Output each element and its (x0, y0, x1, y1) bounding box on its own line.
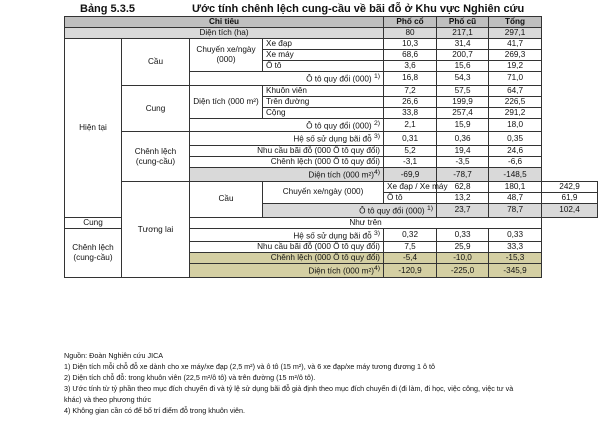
cell: 0,33 (489, 228, 542, 242)
cell: 62,8 (437, 181, 489, 192)
cell: -10,0 (437, 253, 489, 264)
cell: 2,1 (384, 118, 437, 132)
row-label: Nhu cầu bãi đỗ (000 Ô tô quy đổi) (190, 146, 384, 157)
footnote: khác) và theo phương thức (64, 395, 152, 404)
cell: 48,7 (489, 192, 542, 203)
cell: -3,5 (437, 157, 489, 168)
cell: 257,4 (437, 107, 489, 118)
cell: 19,4 (437, 146, 489, 157)
cell: -69,9 (384, 168, 437, 182)
cell: 31,4 (437, 39, 489, 50)
cell: 7,2 (384, 85, 437, 96)
cell: 0,36 (437, 132, 489, 146)
cell: -120,9 (384, 264, 437, 278)
cell: 71,0 (489, 72, 542, 86)
table-caption: Ước tính chênh lệch cung-cầu về bãi đỗ ở Khu vực Nghiên cứu (192, 3, 525, 15)
cell: 24,6 (489, 146, 542, 157)
row-label: Ô tô quy đổi (000) $^{2)}$ (190, 118, 384, 132)
source-note: Nguồn: Đoàn Nghiên cứu JICA (64, 351, 164, 360)
footnote: 2) Diện tích chỗ đỗ: trong khuôn viên (22,5 m²/ô tô) và trên đường (15 m²/ô tô). (64, 373, 316, 382)
group-supply-future: Cung (65, 217, 122, 228)
cell: 217,1 (437, 28, 489, 39)
cell: 33,8 (384, 107, 437, 118)
row-label: Chênh lệch (000 Ô tô quy đổi) (190, 253, 384, 264)
row-label: Ô tô (384, 192, 437, 203)
footnotes (64, 350, 598, 416)
cell: 25,9 (437, 242, 489, 253)
group-future: Tương lai (122, 181, 190, 277)
cell: -15,3 (489, 253, 542, 264)
cell: 18,0 (489, 118, 542, 132)
table-header-row (65, 17, 598, 28)
cell: 226,5 (489, 96, 542, 107)
header-old-streets: Phố cũ (437, 17, 489, 28)
cell: 297,1 (489, 28, 542, 39)
row-label: Ô tô quy đổi (000) $^{1)}$ (190, 72, 384, 86)
cell: 269,3 (489, 50, 542, 61)
cell: 78,7 (489, 203, 542, 217)
cell: 200,7 (437, 50, 489, 61)
cell: 0,33 (437, 228, 489, 242)
cell: 68,6 (384, 50, 437, 61)
table-row (65, 39, 598, 50)
row-label: Chênh lệch (000 Ô tô quy đổi) (190, 157, 384, 168)
group-supply: Cung (122, 85, 190, 132)
group-demand-future: Cầu (190, 181, 263, 217)
header-total: Tổng (489, 17, 542, 28)
table-row (65, 181, 598, 192)
group-gap: Chênh lệch (cung-cầu) (122, 132, 190, 181)
cell: 61,9 (542, 192, 598, 203)
cell: 41,7 (489, 39, 542, 50)
supply-demand-table (64, 16, 598, 278)
row-label: Hệ số sử dụng bãi đỗ $^{3)}$ (190, 228, 384, 242)
cell: 16,8 (384, 72, 437, 86)
cell: -225,0 (437, 264, 489, 278)
row-label: Nhu cầu bãi đỗ (000 Ô tô quy đổi) (190, 242, 384, 253)
cell: 7,5 (384, 242, 437, 253)
table-title (0, 2, 600, 16)
row-label: Xe đạp (263, 39, 384, 50)
cell: 0,31 (384, 132, 437, 146)
table-number: Bảng 5.3.5 (80, 3, 136, 15)
cell: 80 (384, 28, 437, 39)
cell: 291,2 (489, 107, 542, 118)
cell: 54,3 (437, 72, 489, 86)
group-trips-future: Chuyến xe/ngày (000) (263, 181, 384, 203)
row-label: Xe máy (263, 50, 384, 61)
row-label: Diện tích (000 m²)$^{4)}$ (190, 168, 384, 182)
group-area: Diện tích (000 m²) (190, 85, 263, 118)
table-row (65, 132, 598, 146)
cell: -3,1 (384, 157, 437, 168)
row-label: Khuôn viên (263, 85, 384, 96)
area-label: Diện tích (ha) (65, 28, 384, 39)
cell: 10,3 (384, 39, 437, 50)
row-label: Ô tô quy đổi (000) $^{1)}$ (263, 203, 437, 217)
cell: 15,6 (437, 61, 489, 72)
cell: 19,2 (489, 61, 542, 72)
group-gap-future: Chênh lệch (cung-cầu) (65, 228, 122, 277)
row-label: Cộng (263, 107, 384, 118)
cell: 64,7 (489, 85, 542, 96)
cell: 13,2 (437, 192, 489, 203)
cell: 5,2 (384, 146, 437, 157)
cell: 3,6 (384, 61, 437, 72)
group-demand: Cầu (122, 39, 190, 86)
group-current: Hiện tại (65, 39, 122, 218)
row-label: Ô tô (263, 61, 384, 72)
cell: 33,3 (489, 242, 542, 253)
row-label: Trên đường (263, 96, 384, 107)
cell: -78,7 (437, 168, 489, 182)
cell: 242,9 (542, 181, 598, 192)
cell: 180,1 (489, 181, 542, 192)
cell: 102,4 (542, 203, 598, 217)
cell: -6,6 (489, 157, 542, 168)
cell: -148,5 (489, 168, 542, 182)
row-label: Diện tích (000 m²)$^{4)}$ (190, 264, 384, 278)
footnote: 4) Không gian cần có để bố trí điểm đỗ trong khuôn viên. (64, 406, 246, 415)
header-old-quarter: Phố cổ (384, 17, 437, 28)
cell: 23,7 (437, 203, 489, 217)
cell: 199,9 (437, 96, 489, 107)
row-label: Xe đạp / Xe máy (384, 181, 437, 192)
cell: 26,6 (384, 96, 437, 107)
footnote: 1) Diện tích mỗi chỗ đỗ xe dành cho xe máy/xe đạp (2,5 m²) và ô tô (15 m²), và 6 xe đạp/xe máy tương đương 1 ô tô (64, 362, 436, 371)
footnote: 3) Ước tính từ tỷ phần theo mục đích chuyến đi và tỷ lệ sử dụng bãi đỗ giả định theo mục đích chuyến đi (đi làm, đi học, việc công, việc tư và (64, 384, 514, 393)
table-row (65, 28, 598, 39)
header-indicator: Chỉ tiêu (65, 17, 384, 28)
group-trips: Chuyến xe/ngày (000) (190, 39, 263, 72)
table-row (65, 85, 598, 96)
as-planned: Như trên (190, 217, 542, 228)
cell: 15,9 (437, 118, 489, 132)
cell: 57,5 (437, 85, 489, 96)
cell: 0,32 (384, 228, 437, 242)
cell: -5,4 (384, 253, 437, 264)
cell: 0,35 (489, 132, 542, 146)
row-label: Hệ số sử dụng bãi đỗ $^{3)}$ (190, 132, 384, 146)
cell: -345,9 (489, 264, 542, 278)
